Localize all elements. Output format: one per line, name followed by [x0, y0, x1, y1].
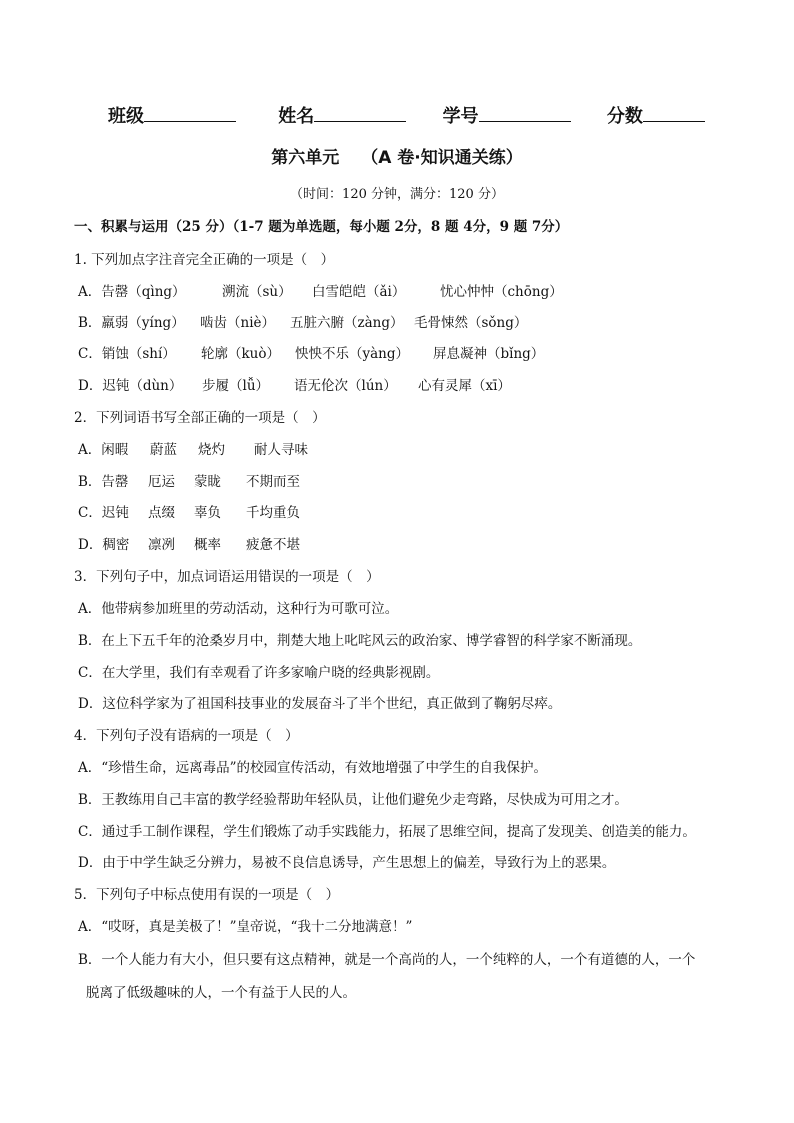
question-1-option-d[interactable]	[78, 376, 511, 396]
option-word: 毛骨悚然（sǒng）	[414, 315, 528, 331]
question-2-option-c[interactable]	[78, 503, 300, 523]
student-info-header	[108, 103, 708, 130]
option-word: 步履（lǚ）	[202, 378, 270, 394]
question-2-option-b[interactable]	[78, 472, 300, 492]
option-word: D．迟钝（dùn）	[78, 378, 183, 394]
page-title	[0, 146, 794, 170]
score-field[interactable]	[643, 103, 705, 122]
option-word: C．迟钝	[78, 505, 129, 521]
question-5-option-b[interactable]: B．一个人能力有大小，但只要有这点精神，就是一个高尚的人，一个纯粹的人，一个有道德的人，一个	[78, 952, 696, 968]
question-3-option-b[interactable]: B．在上下五千年的沧桑岁月中，荆楚大地上叱咤风云的政治家、博学睿智的科学家不断涌现。	[78, 633, 642, 649]
question-3-option-a[interactable]: A．他带病参加班里的劳动活动，这种行为可歌可泣。	[78, 601, 399, 617]
option-word: 忧心忡忡（chōng）	[440, 284, 563, 300]
exam-time-info: （时间：120 分钟，满分：120 分）	[290, 187, 504, 202]
question-4-option-b[interactable]: B．王教练用自己丰富的教学经验帮助年轻队员，让他们避免少走弯路，尽快成为可用之才。	[78, 792, 628, 808]
question-5-stem: 5．下列句子中标点使用有误的一项是（ ）	[74, 887, 340, 903]
question-4-option-d[interactable]: D．由于中学生缺乏分辨力，易被不良信息诱导，产生思想上的偏差，导致行为上的恶果。	[78, 855, 616, 871]
option-word: 蔚蓝	[150, 442, 177, 458]
option-word: 怏怏不乐（yàng）	[295, 346, 410, 362]
option-word: A．告罄（qìng）	[78, 284, 186, 300]
option-word: 厄运	[148, 474, 175, 490]
option-word: 点缀	[148, 505, 175, 521]
option-word: 凛冽	[148, 537, 175, 553]
question-4-option-a[interactable]: A．“珍惜生命，远离毒品”的校园宣传活动，有效地增强了中学生的自我保护。	[78, 760, 548, 776]
option-word: A．闲暇	[78, 442, 129, 458]
question-1-option-a[interactable]	[78, 282, 563, 302]
volume-title: （A 卷·知识通关练）	[361, 148, 523, 168]
option-word: 心有灵犀（xī）	[418, 378, 511, 394]
option-word: 语无伦次（lún）	[294, 378, 397, 394]
class-label: 班级	[108, 106, 144, 127]
question-5-option-a[interactable]: A．“哎呀，真是美极了！”皇帝说，“我十二分地满意！”	[78, 919, 413, 935]
option-word: B．羸弱（yíng）	[78, 315, 185, 331]
question-4-stem: 4．下列句子没有语病的一项是（ ）	[74, 728, 299, 744]
question-3-option-d[interactable]: D．这位科学家为了祖国科技事业的发展奋斗了半个世纪，真正做到了鞠躬尽瘁。	[78, 696, 562, 712]
option-word: 五脏六腑（zàng）	[290, 315, 404, 331]
option-word: 疲惫不堪	[246, 537, 300, 553]
option-word: 耐人寻味	[254, 442, 308, 458]
name-label: 姓名	[278, 106, 315, 127]
id-label: 学号	[442, 106, 479, 127]
unit-title: 第六单元	[271, 148, 340, 168]
option-word: B．告罄	[78, 474, 129, 490]
option-word: 白雪皑皑（ǎi）	[312, 284, 406, 300]
question-1-option-c[interactable]	[78, 344, 544, 364]
option-word: 概率	[194, 537, 221, 553]
question-2-stem: 2．下列词语书写全部正确的一项是（ ）	[74, 410, 326, 426]
name-field[interactable]	[314, 103, 406, 122]
option-word: 辜负	[194, 505, 221, 521]
option-word: 烧灼	[198, 442, 225, 458]
question-5-option-b-continued: 脱离了低级趣味的人，一个有益于人民的人。	[86, 985, 356, 1001]
question-2-option-a[interactable]	[78, 440, 308, 460]
question-1-stem: 1. 下列加点字注音完全正确的一项是（ ）	[74, 252, 335, 268]
question-3-stem: 3．下列句子中，加点词语运用错误的一项是（ ）	[74, 569, 380, 585]
option-word: 不期而至	[246, 474, 300, 490]
option-word: 啮齿（niè）	[200, 315, 276, 331]
option-word: D．稠密	[78, 537, 130, 553]
option-word: 轮廓（kuò）	[201, 346, 281, 362]
class-field[interactable]	[144, 103, 236, 122]
option-word: 屏息凝神（bǐng）	[433, 346, 545, 362]
option-word: 蒙眬	[194, 474, 221, 490]
option-word: 千均重负	[246, 505, 300, 521]
question-1-option-b[interactable]	[78, 313, 527, 333]
option-word: 溯流（sù）	[222, 284, 292, 300]
question-3-option-c[interactable]: C．在大学里，我们有幸观看了许多家喻户晓的经典影视剧。	[78, 665, 440, 681]
question-2-option-d[interactable]	[78, 535, 300, 555]
score-label: 分数	[606, 106, 643, 127]
option-word: C．销蚀（shí）	[78, 346, 176, 362]
question-4-option-c[interactable]: C．通过手工制作课程，学生们锻炼了动手实践能力，拓展了思维空间，提高了发现美、创造美的能力。	[78, 824, 696, 840]
id-field[interactable]	[479, 103, 571, 122]
section-heading: 一、积累与运用（25 分）（1-7 题为单选题，每小题 2分，8 题 4分，9 题 7分）	[74, 219, 569, 235]
